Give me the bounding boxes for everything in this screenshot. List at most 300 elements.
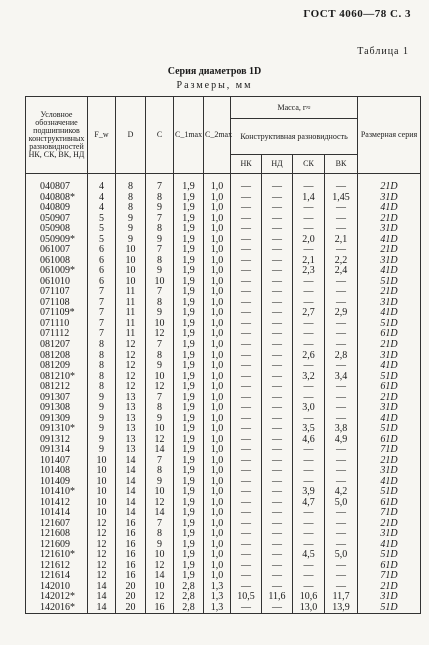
table-cell: 8 bbox=[146, 466, 174, 477]
table-cell: 5 bbox=[88, 224, 116, 235]
table-cell: 3,4 bbox=[325, 371, 358, 382]
table-cell: — bbox=[293, 329, 325, 340]
table-cell: 12 bbox=[88, 529, 116, 540]
table-cell: 1,0 bbox=[204, 561, 231, 572]
table-cell: 12 bbox=[146, 561, 174, 572]
table-cell: 31D bbox=[358, 350, 421, 361]
table-cell: — bbox=[325, 392, 358, 403]
table-cell: 14 bbox=[146, 571, 174, 582]
table-cell: 11,6 bbox=[262, 592, 293, 603]
table-cell: 12 bbox=[116, 361, 146, 372]
table-cell: 21D bbox=[358, 287, 421, 298]
table-cell: — bbox=[231, 340, 262, 351]
table-cell: 7 bbox=[146, 519, 174, 530]
table-cell: 1,9 bbox=[174, 445, 204, 456]
table-cell: — bbox=[231, 245, 262, 256]
table-cell: 10 bbox=[88, 508, 116, 519]
table-row bbox=[26, 245, 421, 256]
table-cell: 41D bbox=[358, 361, 421, 372]
table-row bbox=[26, 214, 421, 225]
table-cell: 2,0 bbox=[293, 235, 325, 246]
table-cell: 13 bbox=[116, 445, 146, 456]
table-cell: 14 bbox=[116, 466, 146, 477]
table-cell: — bbox=[231, 582, 262, 593]
table-cell: — bbox=[262, 340, 293, 351]
table-cell: — bbox=[293, 287, 325, 298]
table-cell: 091307 bbox=[26, 392, 88, 403]
table-cell: 081209 bbox=[26, 361, 88, 372]
table-row bbox=[26, 392, 421, 403]
table-cell: — bbox=[293, 413, 325, 424]
table-cell: 1,0 bbox=[204, 497, 231, 508]
table-cell: — bbox=[325, 413, 358, 424]
table-cell: 11 bbox=[116, 319, 146, 330]
table-cell: — bbox=[293, 319, 325, 330]
table-cell: 7 bbox=[146, 245, 174, 256]
table-cell: 10 bbox=[146, 550, 174, 561]
table-cell: 51D bbox=[358, 277, 421, 288]
table-cell: 121608 bbox=[26, 529, 88, 540]
table-row bbox=[26, 319, 421, 330]
table-cell: 16 bbox=[116, 519, 146, 530]
table-cell: — bbox=[325, 519, 358, 530]
table-cell: 4 bbox=[88, 203, 116, 214]
table-row bbox=[26, 519, 421, 530]
table-cell: 1,0 bbox=[204, 529, 231, 540]
table-cell: 1,0 bbox=[204, 350, 231, 361]
table-cell: 061007 bbox=[26, 245, 88, 256]
table-cell: 7 bbox=[146, 287, 174, 298]
table-cell: 8 bbox=[116, 193, 146, 204]
table-cell: 1,0 bbox=[204, 361, 231, 372]
table-cell: 71D bbox=[358, 508, 421, 519]
table-cell: 101409 bbox=[26, 476, 88, 487]
table-cell: — bbox=[262, 193, 293, 204]
table-cell: 1,0 bbox=[204, 413, 231, 424]
table-cell: 13,9 bbox=[325, 603, 358, 614]
table-cell: — bbox=[262, 308, 293, 319]
table-cell: 071112 bbox=[26, 329, 88, 340]
table-cell: — bbox=[231, 287, 262, 298]
table-cell: 1,0 bbox=[204, 571, 231, 582]
table-cell: — bbox=[262, 529, 293, 540]
table-cell: 1,9 bbox=[174, 298, 204, 309]
table-cell: 1,0 bbox=[204, 266, 231, 277]
table-cell: — bbox=[262, 571, 293, 582]
table-cell: 51D bbox=[358, 424, 421, 435]
table-cell: 1,3 bbox=[204, 592, 231, 603]
table-cell: 081210* bbox=[26, 371, 88, 382]
table-cell: 4,2 bbox=[325, 487, 358, 498]
table-row bbox=[26, 277, 421, 288]
table-cell: 1,9 bbox=[174, 224, 204, 235]
table-cell: 9 bbox=[116, 224, 146, 235]
table-cell: 14 bbox=[116, 476, 146, 487]
table-cell: 9 bbox=[88, 392, 116, 403]
table-cell: — bbox=[325, 445, 358, 456]
table-cell: 2,9 bbox=[325, 308, 358, 319]
table-cell: 1,0 bbox=[204, 382, 231, 393]
table-cell: — bbox=[325, 361, 358, 372]
table-cell: 11 bbox=[116, 329, 146, 340]
table-cell: 121612 bbox=[26, 561, 88, 572]
table-cell: 8 bbox=[146, 224, 174, 235]
table-row bbox=[26, 203, 421, 214]
table-cell: 1,0 bbox=[204, 214, 231, 225]
table-cell: 101408 bbox=[26, 466, 88, 477]
table-cell: 1,9 bbox=[174, 174, 204, 193]
table-cell: 9 bbox=[116, 235, 146, 246]
table-cell: 13 bbox=[116, 392, 146, 403]
table-cell: 1,9 bbox=[174, 203, 204, 214]
table-cell: — bbox=[262, 350, 293, 361]
table-cell: 12 bbox=[88, 550, 116, 561]
table-cell: — bbox=[325, 529, 358, 540]
table-cell: 31D bbox=[358, 224, 421, 235]
table-cell: 5 bbox=[88, 235, 116, 246]
table-cell: 1,0 bbox=[204, 224, 231, 235]
table-cell: 9 bbox=[88, 445, 116, 456]
table-cell: 10 bbox=[146, 277, 174, 288]
table-cell: — bbox=[262, 455, 293, 466]
table-cell: 13 bbox=[116, 403, 146, 414]
table-cell: 21D bbox=[358, 245, 421, 256]
table-cell: — bbox=[231, 224, 262, 235]
table-cell: 040807 bbox=[26, 174, 88, 193]
table-cell: 101412 bbox=[26, 497, 88, 508]
table-cell: — bbox=[262, 403, 293, 414]
table-cell: — bbox=[231, 308, 262, 319]
table-cell: 41D bbox=[358, 203, 421, 214]
table-cell: — bbox=[325, 571, 358, 582]
table-cell: 12 bbox=[116, 350, 146, 361]
table-cell: 9 bbox=[146, 308, 174, 319]
table-cell: 10 bbox=[116, 256, 146, 267]
table-cell: 9 bbox=[146, 266, 174, 277]
table-cell: 8 bbox=[146, 529, 174, 540]
table-cell: 16 bbox=[116, 529, 146, 540]
table-cell: 1,9 bbox=[174, 550, 204, 561]
table-cell: 9 bbox=[88, 424, 116, 435]
table-body bbox=[26, 174, 421, 614]
table-cell: 14 bbox=[116, 497, 146, 508]
table-cell: 11 bbox=[116, 287, 146, 298]
table-cell: — bbox=[262, 245, 293, 256]
table-cell: — bbox=[262, 329, 293, 340]
table-cell: — bbox=[325, 224, 358, 235]
table-cell: 1,9 bbox=[174, 382, 204, 393]
table-cell: 1,9 bbox=[174, 340, 204, 351]
table-cell: — bbox=[262, 519, 293, 530]
table-cell: 10 bbox=[88, 487, 116, 498]
table-row bbox=[26, 382, 421, 393]
table-cell: 1,9 bbox=[174, 561, 204, 572]
table-cell: — bbox=[231, 550, 262, 561]
table-cell: 091314 bbox=[26, 445, 88, 456]
table-cell: — bbox=[231, 174, 262, 193]
table-cell: 10,5 bbox=[231, 592, 262, 603]
table-cell: — bbox=[231, 266, 262, 277]
table-cell: — bbox=[293, 540, 325, 551]
table-cell: 7 bbox=[88, 308, 116, 319]
table-cell: — bbox=[325, 561, 358, 572]
table-cell: 12 bbox=[88, 540, 116, 551]
table-cell: 071110 bbox=[26, 319, 88, 330]
table-cell: 1,9 bbox=[174, 329, 204, 340]
table-cell: 10 bbox=[116, 266, 146, 277]
table-row bbox=[26, 413, 421, 424]
table-cell: 31D bbox=[358, 592, 421, 603]
table-cell: — bbox=[262, 319, 293, 330]
table-row bbox=[26, 350, 421, 361]
table-cell: 2,4 bbox=[325, 266, 358, 277]
table-cell: — bbox=[325, 203, 358, 214]
table-cell: — bbox=[293, 382, 325, 393]
table-cell: — bbox=[262, 540, 293, 551]
table-cell: 1,0 bbox=[204, 174, 231, 193]
table-cell: 1,0 bbox=[204, 371, 231, 382]
table-cell: — bbox=[262, 476, 293, 487]
table-cell: — bbox=[262, 497, 293, 508]
table-cell: 8 bbox=[88, 361, 116, 372]
table-cell: — bbox=[262, 298, 293, 309]
table-cell: 9 bbox=[146, 203, 174, 214]
table-cell: 071108 bbox=[26, 298, 88, 309]
table-cell: — bbox=[231, 508, 262, 519]
table-cell: — bbox=[231, 193, 262, 204]
table-cell: 6 bbox=[88, 277, 116, 288]
table-cell: 1,9 bbox=[174, 350, 204, 361]
table-cell: 9 bbox=[146, 413, 174, 424]
table-cell: 16 bbox=[116, 540, 146, 551]
table-cell: 6 bbox=[88, 245, 116, 256]
table-cell: 71D bbox=[358, 445, 421, 456]
table-cell: 7 bbox=[146, 214, 174, 225]
table-row bbox=[26, 287, 421, 298]
table-cell: 142012* bbox=[26, 592, 88, 603]
table-cell: 20 bbox=[116, 582, 146, 593]
table-row bbox=[26, 455, 421, 466]
table-cell: 8 bbox=[146, 193, 174, 204]
table-cell: 12 bbox=[146, 382, 174, 393]
table-cell: 4,9 bbox=[325, 434, 358, 445]
fw-header: F_w bbox=[88, 97, 116, 174]
table-cell: 1,9 bbox=[174, 413, 204, 424]
table-cell: — bbox=[262, 508, 293, 519]
table-cell: — bbox=[325, 287, 358, 298]
table-row bbox=[26, 592, 421, 603]
table-cell: 4 bbox=[88, 174, 116, 193]
table-cell: 101414 bbox=[26, 508, 88, 519]
table-cell: 1,9 bbox=[174, 193, 204, 204]
table-cell: — bbox=[262, 224, 293, 235]
table-row bbox=[26, 298, 421, 309]
table-cell: 5,0 bbox=[325, 550, 358, 561]
table-cell: — bbox=[293, 466, 325, 477]
table-cell: 1,0 bbox=[204, 424, 231, 435]
table-cell: 7 bbox=[88, 329, 116, 340]
table-cell: 1,9 bbox=[174, 571, 204, 582]
table-row bbox=[26, 434, 421, 445]
table-cell: 9 bbox=[88, 413, 116, 424]
table-cell: — bbox=[325, 277, 358, 288]
table-cell: 3,0 bbox=[293, 403, 325, 414]
table-cell: 1,0 bbox=[204, 392, 231, 403]
table-cell: — bbox=[231, 519, 262, 530]
table-cell: 41D bbox=[358, 540, 421, 551]
table-cell: 101407 bbox=[26, 455, 88, 466]
table-cell: 11 bbox=[116, 308, 146, 319]
table-cell: 51D bbox=[358, 603, 421, 614]
table-cell: 51D bbox=[358, 550, 421, 561]
table-cell: 14 bbox=[116, 455, 146, 466]
table-cell: 8 bbox=[88, 371, 116, 382]
table-cell: 12 bbox=[116, 371, 146, 382]
table-cell: 1,0 bbox=[204, 340, 231, 351]
table-cell: 2,8 bbox=[174, 582, 204, 593]
table-cell: — bbox=[231, 540, 262, 551]
table-cell: 31D bbox=[358, 466, 421, 477]
table-cell: 1,9 bbox=[174, 497, 204, 508]
table-row bbox=[26, 529, 421, 540]
table-cell: 7 bbox=[146, 392, 174, 403]
table-cell: 4,6 bbox=[293, 434, 325, 445]
table-cell: 51D bbox=[358, 487, 421, 498]
table-cell: 41D bbox=[358, 476, 421, 487]
table-cell: — bbox=[231, 445, 262, 456]
nd-header: НД bbox=[262, 155, 293, 174]
table-cell: 10 bbox=[116, 245, 146, 256]
table-cell: 13 bbox=[116, 413, 146, 424]
table-cell: 12 bbox=[88, 561, 116, 572]
table-cell: — bbox=[231, 561, 262, 572]
table-cell: — bbox=[231, 497, 262, 508]
table-cell: — bbox=[325, 466, 358, 477]
table-cell: — bbox=[293, 224, 325, 235]
table-cell: — bbox=[231, 371, 262, 382]
table-cell: 9 bbox=[88, 403, 116, 414]
table-cell: 1,9 bbox=[174, 319, 204, 330]
table-cell: 12 bbox=[146, 329, 174, 340]
table-cell: — bbox=[293, 174, 325, 193]
table-cell: — bbox=[231, 424, 262, 435]
table-cell: 8 bbox=[116, 174, 146, 193]
table-cell: 61D bbox=[358, 382, 421, 393]
table-cell: 9 bbox=[146, 540, 174, 551]
table-cell: 10 bbox=[146, 582, 174, 593]
table-cell: 41D bbox=[358, 413, 421, 424]
table-cell: 7 bbox=[88, 319, 116, 330]
table-cell: — bbox=[231, 256, 262, 267]
table-cell: — bbox=[231, 329, 262, 340]
table-cell: — bbox=[262, 214, 293, 225]
table-cell: 1,0 bbox=[204, 235, 231, 246]
table-cell: 7 bbox=[146, 174, 174, 193]
table-cell: 9 bbox=[146, 235, 174, 246]
table-cell: — bbox=[231, 571, 262, 582]
table-cell: 9 bbox=[116, 214, 146, 225]
table-cell: 13,0 bbox=[293, 603, 325, 614]
table-cell: 1,0 bbox=[204, 245, 231, 256]
table-cell: — bbox=[231, 277, 262, 288]
table-cell: 10 bbox=[146, 371, 174, 382]
table-cell: 1,9 bbox=[174, 308, 204, 319]
table-cell: — bbox=[231, 413, 262, 424]
table-cell: 2,7 bbox=[293, 308, 325, 319]
table-cell: 21D bbox=[358, 582, 421, 593]
table-cell: 51D bbox=[358, 371, 421, 382]
table-cell: — bbox=[262, 382, 293, 393]
table-cell: 11,7 bbox=[325, 592, 358, 603]
table-cell: — bbox=[293, 445, 325, 456]
table-cell: 071107 bbox=[26, 287, 88, 298]
table-cell: — bbox=[231, 466, 262, 477]
table-cell: — bbox=[325, 329, 358, 340]
table-cell: 061009* bbox=[26, 266, 88, 277]
table-cell: 20 bbox=[116, 592, 146, 603]
table-row bbox=[26, 550, 421, 561]
table-cell: 14 bbox=[146, 445, 174, 456]
table-cell: 091312 bbox=[26, 434, 88, 445]
table-cell: — bbox=[262, 174, 293, 193]
table-cell: — bbox=[231, 434, 262, 445]
table-cell: 2,1 bbox=[325, 235, 358, 246]
table-cell: 8 bbox=[88, 340, 116, 351]
table-cell: 040809 bbox=[26, 203, 88, 214]
table-cell: — bbox=[231, 403, 262, 414]
table-cell: — bbox=[262, 235, 293, 246]
table-cell: — bbox=[262, 582, 293, 593]
table-cell: — bbox=[231, 529, 262, 540]
table-cell: — bbox=[325, 582, 358, 593]
table-cell: 31D bbox=[358, 298, 421, 309]
table-cell: 12 bbox=[146, 592, 174, 603]
table-cell: 14 bbox=[116, 508, 146, 519]
c2-header: C_2max bbox=[204, 97, 231, 174]
table-cell: — bbox=[293, 519, 325, 530]
table-cell: 6 bbox=[88, 256, 116, 267]
table-cell: 21D bbox=[358, 174, 421, 193]
table-cell: 71D bbox=[358, 571, 421, 582]
table-cell: 9 bbox=[88, 434, 116, 445]
table-cell: — bbox=[231, 203, 262, 214]
table-row bbox=[26, 371, 421, 382]
table-cell: 2,1 bbox=[293, 256, 325, 267]
table-row bbox=[26, 508, 421, 519]
table-cell: 14 bbox=[88, 592, 116, 603]
table-cell: 8 bbox=[146, 298, 174, 309]
table-cell: — bbox=[293, 340, 325, 351]
table-cell: — bbox=[262, 413, 293, 424]
table-cell: 61D bbox=[358, 497, 421, 508]
table-number: Таблица 1 bbox=[357, 46, 409, 57]
table-cell: 1,0 bbox=[204, 193, 231, 204]
table-cell: 7 bbox=[88, 298, 116, 309]
table-cell: — bbox=[262, 466, 293, 477]
table-cell: — bbox=[231, 476, 262, 487]
table-cell: 1,9 bbox=[174, 256, 204, 267]
table-cell: 1,9 bbox=[174, 476, 204, 487]
table-cell: 21D bbox=[358, 455, 421, 466]
table-cell: — bbox=[262, 371, 293, 382]
table-cell: 3,8 bbox=[325, 424, 358, 435]
table-cell: 8 bbox=[146, 256, 174, 267]
table-cell: 081207 bbox=[26, 340, 88, 351]
table-cell: 12 bbox=[88, 571, 116, 582]
table-cell: 10,6 bbox=[293, 592, 325, 603]
table-cell: 14 bbox=[88, 603, 116, 614]
table-cell: 10 bbox=[88, 455, 116, 466]
